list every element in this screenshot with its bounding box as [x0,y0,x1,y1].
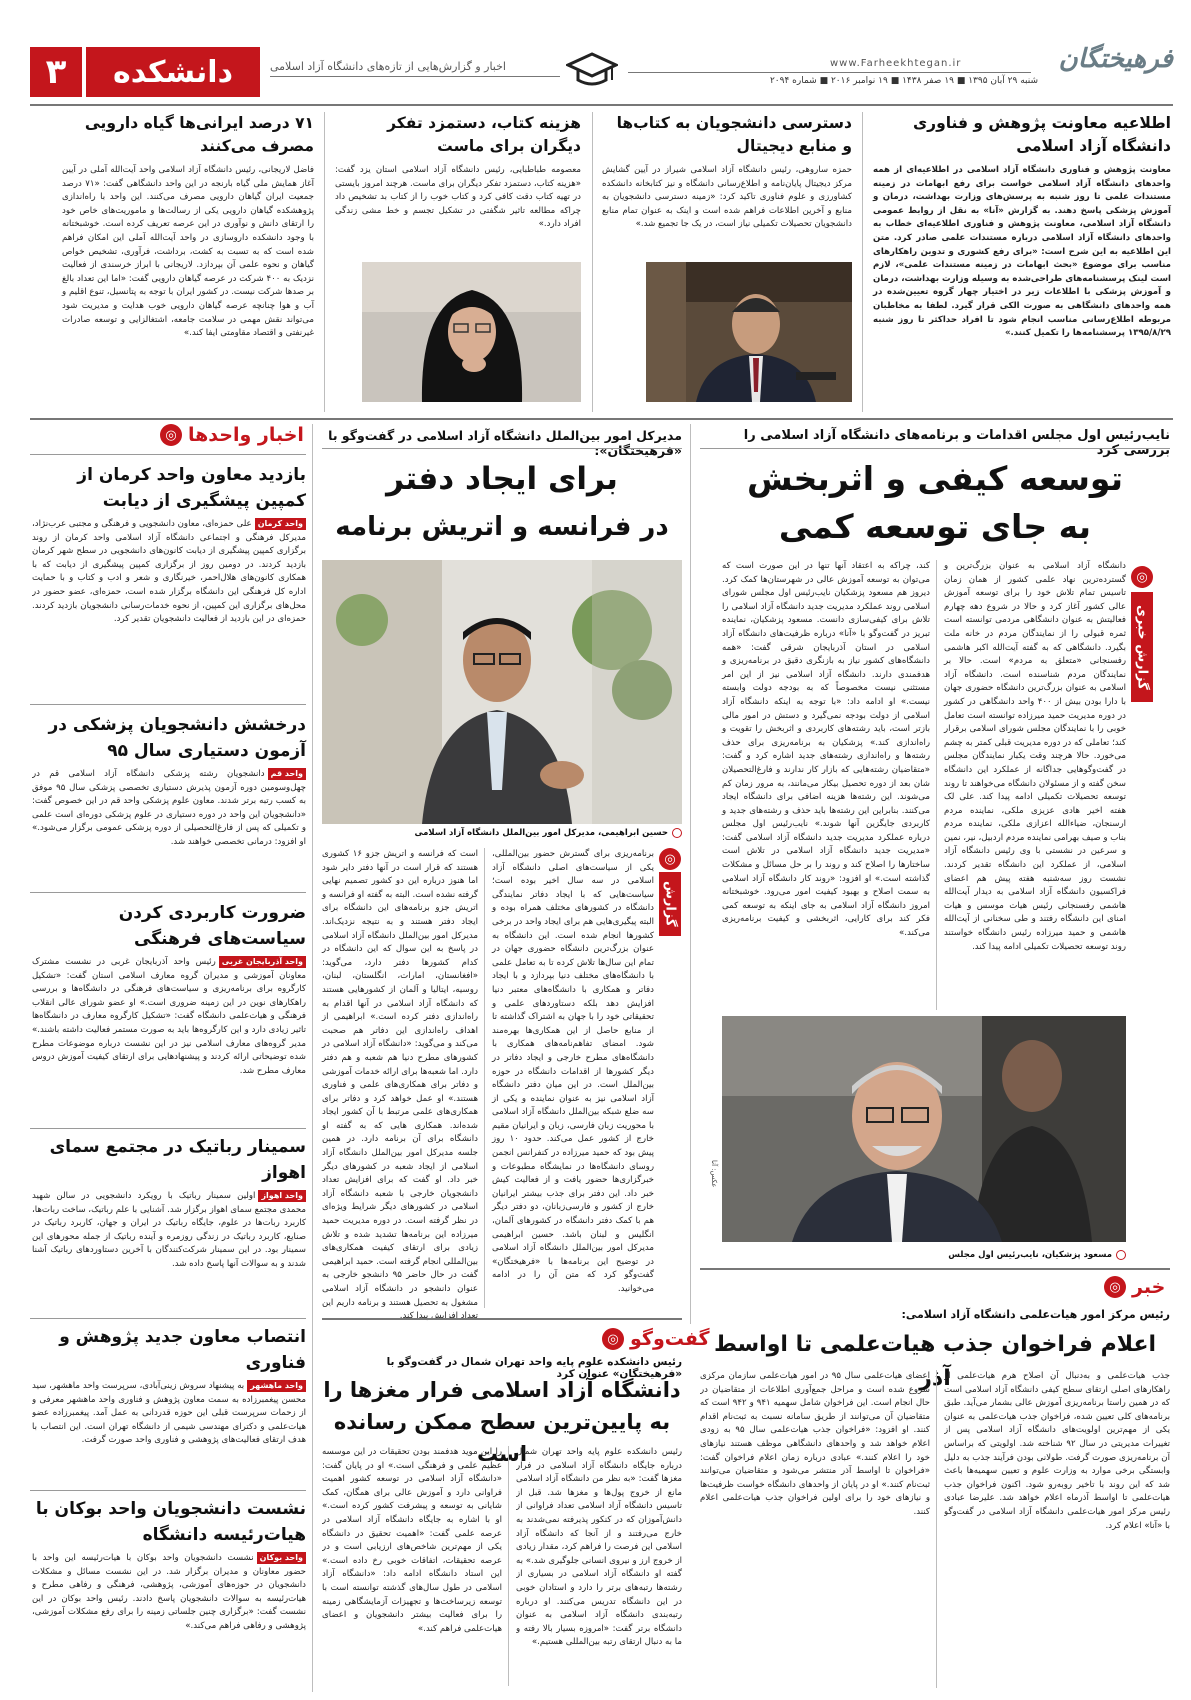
dialog-label [602,1328,710,1350]
top-body: فاضل لاریجانی، رئیس دانشگاه آزاد اسلامی واحد آیت‌الله آملی در آیین آغاز همایش ملی گیاه بارنجه در این واحد دانشگاهی گفت: «۷۱ درصد جمعیت ایران گیاهان دارویی مصرف می‌کنند. این واحد با راه‌اندازی پژوهشکده گیاهان دارویی یکی از رسالت‌ها و ماموریت‌های خاص خود را ارتقای دانش و نوآوری در این عرصه تعریف کرده است. خوشبختانه با وجود دانشکده داروسازی در واحد آیت‌الله آملی این امکان فراهم شده است که به تسبت به کشت، برداشت، فرآوری، تشخیص خواص گیاهان و نحوه علمی آن بپردازد. لاریجانی با ابراز خرسندی از فعالیت نزدیک به ۴۰۰ شرکت در عرصه گیاهان دارویی گفت: «اما این تعداد بالغ بر صدها شرکت نیست. در کشور ایران با توجه به پتانسیل، تنوع اقلیم و آب و هوا چنانچه عرصه گیاهان دارویی خوب هدایت و مدیریت شود می‌تواند نقش مهمی در سلامت جامعه، اشتغالزایی و توسعه صادرات غیرنفتی و اقتصاد مقاومتی ایفا کند.» [62,165,314,339]
section-circle-icon: ◎ [659,848,681,870]
unit-body [32,768,306,850]
interview-title-1: برای ایجاد دفتر [386,461,618,497]
unit-body-text: دانشجویان رشته پزشکی دانشگاه آزاد اسلامی قم در چهل‌وسومین دوره آزمون پذیرش دستیاری تخصصی پزشکی سال ۹۵ موفق به کسب رتبه برتر شدند. معاون علوم پزشکی واحد قم در این خصوص گفت: «دانشجویان این واحد در دوره دستیاری در علوم پزشکی دوره‌ای است علمی و تکمیلی که پس از فارغ‌التحصیلی از دوره پزشکی عمومی برگزار می‌شود.» او افزود: درمانی تخصصی خواهند شد. [32,769,306,847]
issue-line: شنبه ۲۹ آبان ۱۳۹۵ ■ ۱۹ صفر ۱۴۳۸ ■ ۱۹ نوامبر ۲۰۱۶ ■ شماره ۲۰۹۴ [769,76,1038,86]
top-title: دسترسی دانشجویان به کتاب‌ها و منابع دیجیتال [616,114,852,155]
top-title: اطلاعیه معاونت پژوهش و فناوری دانشگاه آزاد اسلامی [912,114,1171,155]
units-label [160,424,304,446]
unit-tag: واحد کرمان [255,518,306,530]
unit-body [32,956,306,1078]
top-body: معاونت پژوهش و فناوری دانشگاه آزاد اسلامی در اطلاعیه‌ای از همه واحدهای دانشگاه آزاد اسلامی خواست برای رفع ابهامات در زمینه مستندات علمی تا روز شنبه به پرسش‌های وزارت بهداشت، درمان و آموزش پزشکی پاسخ دهند. به گزارش «آنا» به نقل از روابط عمومی دانشگاه آزاد اسلامی، معاونت پژوهش و فناوری اطلاعیه‌ای خطاب به واحدهای دانشگاه آزاد اسلامی درباره مستندات علمی صادر کرد. متن این اطلاعیه به این شرح است: «برای رفع کشوری و تدوین راهکارهای مناسب برای موضوع «بحث ابهامات در زمینه مستندات علمی»، لازم است لینک پرسشنامه‌های طراحی‌شده به وسیله وزارت بهداشت، درمان و آموزش پزشکی با اطلاعات زیر در اختیار چهار گروه تعیین‌شده در همه واحدهای دانشگاهی به صورت الکی قرار گیرد. لطفا به مخاطبان مربوطه اطلاع‌رسانی مناسب انجام شود تا افراد حداکثر تا روز شنبه ۱۳۹۵/۸/۲۹ پرسشنامه‌ها را تکمیل کنند.» [873,165,1171,339]
unit-body [32,1552,306,1634]
unit-tag: واحد ماهشهر [247,1380,306,1392]
report-photo-caption [722,1250,1126,1260]
unit-body [32,1190,306,1272]
interview-tab: گزارش [659,872,681,936]
tagline: اخبار و گزارش‌هایی از تازه‌های دانشگاه آزاد اسلامی [270,60,506,73]
news-kicker: رئیس مرکز امور هیات‌علمی دانشگاه آزاد اسلامی: [901,1308,1170,1321]
unit-title: ضرورت کاربردی کردن سیاست‌های فرهنگی [118,903,306,949]
news-title: اعلام فراخوان جذب هیات‌علمی تا اواسط آذر [713,1332,1157,1391]
unit-tag: واحد قم [268,768,306,780]
report-tab: گزارش خبری [1131,592,1153,702]
top-body: معصومه طباطبایی، رئیس دانشگاه آزاد اسلامی استان یزد گفت: «هزینه کتاب، دستمزد تفکر دیگران برای ماست. هرچند امروز بایستی در تهیه کتاب دقت کافی کرد و کتاب خوب را از کتاب بد تشخیص داد چراکه مطالعه تاثیر شگفتی در تشکیل تجسم و خط مشی زندگی افراد دارد.» [335,165,581,230]
unit-title: نشست دانشجویان واحد بوکان با هیات‌رئیسه دانشگاه [35,1499,306,1545]
unit-title: بازدید معاون واحد کرمان از کمپین پیشگیری از دیابت [77,465,306,511]
dialog-title-1: دانشگاه آزاد اسلامی فرار مغزها را [323,1378,681,1402]
news-col-right: جذب هیات‌علمی و به‌دنبال آن اصلاح هرم هیات‌علمی از راهکارهای اصلی ارتقای سطح کیفی دانشگاه آزاد اسلامی است که در همین راستا برنامه‌ریزی آموزش عالی بشمار می‌آید. طبق برنامه‌های کلی تعیین شده، فراخوان جذب هیات‌علمی به عنوان یکی از مهم‌ترین اولویت‌های دانشگاه آزاد اسلامی پس از تغییرات مدیریتی در سال ۹۲ شناخته شد. اولویتی که براساس آن برنامه‌ریزی صورت گرفت. طولانی بودن فرآیند جذب به دلیل وابستگی برخی موارد به وزارت علوم و تعیین سهمیه‌ها باعث شد که این روند با تاخیر روبه‌رو شود. اکنون فراخوان جذب هیات‌علمی تا اواسط آذرماه اعلام خواهد شد. علیرضا عبادی رئیس مرکز امور هیات‌علمی دانشگاه آزاد اسلامی در گفت‌وگو با «آنا» اعلام کرد. [944,1371,1170,1531]
unit-title: درخشش دانشجویان پزشکی در آزمون دستیاری سال ۹۵ [48,715,306,761]
section-circle-icon: ◎ [1104,1276,1126,1298]
camera-icon [672,828,682,838]
dialog-col-left: را این موید هدفمند بودن تحقیقات در این موسسه عظیم علمی و فرهنگی است.» او در پایان گفت: «دانشگاه آزاد اسلامی در توسعه کشور اهمیت فراوانی دارد و آموزش عالی برای همگان، کمک شایانی به توسعه و پیشرفت کشور کرده است.» او با اشاره به جایگاه دانشگاه آزاد اسلامی در عرصه علمی گفت: «اهمیت تحقیق در دانشگاه یکی از مهم‌ترین شاخص‌های ارزیابی است و در عرصه تحقیقات، اتفاقات خوبی رخ داده است.» این استاد دانشگاه ادامه داد: «دانشگاه آزاد اسلامی در طول سال‌های گذشته توانسته است با توسعه زیرساخت‌ها و تجهیزات آزمایشگاهی زمینه را برای فعالیت بیشتر دانشجویان و اعضای هیات‌علمی فراهم کند.» [322,1447,502,1634]
interview-col-left: است که فرانسه و اتریش جزو ۱۶ کشوری هستند که قرار است در آنها دفتر دایر شود اما هنوز درباره این دو کشور تصمیم نهایی گرفته نشده است. البته به گفته او فرانسه و اتریش جزو برنامه‌های این دانشگاه برای ایجاد دفتر هستند و به نتیجه نزدیک‌اند. مدیرکل امور بین‌الملل دانشگاه آزاد اسلامی در پاسخ به این سوال که این دانشگاه در کدام کشورها دفتر دارد، می‌گوید: «افغانستان، امارات، انگلستان، لبنان، روسیه، ایتالیا و آلمان از کشورهایی هستند که دانشگاه آزاد اسلامی در آنها اقدام به راه‌اندازی دفتر کرده است.» ابراهیمی از اهداف راه‌اندازی این دفاتر هم صحبت می‌کند و می‌گوید: «دانشگاه آزاد اسلامی در کشورهای مطرح دنیا هم شعبه و هم دفتر دارد. اما شعبه‌ها برای ارائه خدمات آموزشی و دفاتر برای همکاری‌های علمی و فناوری هستند.» او عمل خواهد کرد و دفاتر برای همکاری‌های علمی مرتبط با آن کشور ایجاد شده‌اند. همکاری هایی که به گفته او دانشگاه برای آن برنامه دارد. در همین جلسه مدیرکل امور بین‌الملل دانشگاه آزاد اسلامی از ایجاد شعبه در کشورهای دیگر خبر داد. او گفت که برای افزایش تعداد دانشجویان خارجی با شعبه دانشگاه آزاد اسلامی در کشورهای دیگر شرایط ویژه‌ای در نظر گرفته است. در دوره مدیریت حمید میرزاده این برنامه‌ها تشدید شده و تلاش زیادی برای ارتقای کیفیت همکاری‌های بین‌المللی انجام گرفته است. حمید ابراهیمی گفت در حال حاضر ۹۵ دانشجو خارجی به عنوان دانشجو در دانشگاه آزاد اسلامی مشغول به تحصیل هستند و برنامه داریم این تعداد افزایش پیدا کند. [322,849,478,1322]
caption-text: مسعود پزشکیان، نایب‌رئیس اول مجلس [948,1250,1112,1260]
section-circle-icon: ◎ [602,1328,624,1350]
top-title: هزینه کتاب، دستمزد تفکر دیگران برای ماست [387,114,581,155]
site-url: www.Farheekhtegan.ir [830,58,962,69]
report-title-1: توسعه کیفی و اثربخش [746,459,1123,498]
unit-body [32,518,306,627]
news-label [1104,1276,1165,1298]
dialog-label-text: گفت‌وگو [630,1328,710,1350]
unit-news-2 [32,712,306,850]
interview-photo-caption [322,828,682,838]
camera-icon [1116,1250,1126,1260]
interview-col-right: برنامه‌ریزی برای گسترش حضور بین‌المللی، یکی از سیاست‌های اصلی دانشگاه آزاد اسلامی در سه سال اخیر بوده است؛ سیاست‌هایی که با ایجاد دفاتر نمایندگی دانشگاه در کشورهای مختلف همراه بوده و البته پیگیری‌هایی هم برای ایجاد واحد در برخی کشورها انجام شده است. این دانشگاه به عنوان بزرگ‌ترین دانشگاه حضوری جهان در تمام این سال‌ها تلاش کرده تا به تعامل علمی با دانشگاه‌های مختلف دنیا بپردازد و با ایجاد دفاتر و همکاری با دانشگاه‌های معتبر دنیا افزایش دهد بلکه دستاوردهای علمی و تحقیقاتی خود را با جهان به اشتراک گذاشته تا از منابع حاصل از این همکاری‌ها بهره‌مند شود. امضای تفاهم‌نامه‌های همکاری با دانشگاه‌های مطرح خارجی و ایجاد دفاتر در دیگر کشورها از اقدامات دانشگاه در حوزه بین‌الملل است. در این میان دفتر دانشگاه آزاد اسلامی نیز به عنوان نماینده و یکی از سه ضلع شبکه بین‌الملل دانشگاه آزاد اسلامی با محوریت زبان فارسی، زبان و ایرانیان مقیم خارج از کشور عمل می‌کند. حدود ۱۰ روز پیش بود که حمید میرزاده در کنفرانس انجمن روسای دانشگاه‌ها در نمایشگاه مطبوعات و خبرگزاری‌ها حضور یافت و از فعالیت کیش خبر داد. این دفتر برای جذب بیشتر ایرانیان خارج از کشور و فارسی‌زبانان، دو دفتر دیگر هم با کمک دفتر دانشگاه در کشورهای آلمان، انگلیس و لبنان باشد. حسین ابراهیمی مدیرکل امور بین‌الملل دانشگاه آزاد اسلامی در توضیح این برنامه‌ها با «فرهیختگان» گفت‌وگو کرد که متن آن را در ادامه می‌خوانید. [492,849,654,1294]
unit-title: سمینار رباتیک در مجتمع سمای اهواز [49,1137,306,1183]
unit-news-6 [32,1496,306,1634]
unit-title: انتصاب معاون جدید پژوهش و فناوری [59,1327,306,1373]
unit-tag: واحد آذربایجان غربی [219,956,306,968]
unit-body-text: رئیس واحد آذربایجان غربی در نشست مشترک معاونان آموزشی و مدیران گروه معارف اسلامی استان گفت: «تشکیل کارگروه برای برنامه‌ریزی و سیاست‌های فرهنگی در دانشگاه‌ها و بررسی راهکارهای نوین در این زمینه ضروری است.» او عضو شورای عالی انقلاب فرهنگی و هیات‌علمی دانشگاه گفت: «تشکیل کارگروه معارف در دانشگاه‌ها تاثیر زیادی دارد و این کارگروه‌ها باید به صورت مستمر فعالیت داشته باشند.» مدیر گروه‌های معارف اسلامی نیز در این نشست درباره موضوعات مطرح شده توضیحاتی ارائه کردند و پیشنهادهایی برای ارتقای کیفیت آموزش دروس معارف مطرح شد. [32,957,306,1076]
news-label-text: خبر [1132,1276,1166,1298]
news-col-left: اعضای هیات‌علمی سال ۹۵ در امور هیات‌علمی سازمان مرکزی شروع شده است و مراحل جمع‌آوری اطلاعات از متقاضیان در حال انجام است. این فراخوان شامل سهمیه ۹۴۱ و ۹۴۲ است که متقاضیان آن می‌توانند از طریق سامانه نسبت به ثبت‌نام اقدام کنند. او افزود: «فراخوان جذب هیات‌علمی سال ۹۵ به زودی اعلام خواهد شد و واحدهای دانشگاهی موظف هستند نیازهای خود را اعلام کنند.» عبادی درباره زمان اعلام فراخوان گفت: «فراخوان تا اواسط آذر منتشر می‌شود و متقاضیان می‌توانند ثبت‌نام کنند.» او در پایان از واحدهای دانشگاه خواست ظرفیت‌ها و نیازهای خود را برای اولین فراخوان جذب هیات‌علمی اعلام کنند. [700,1371,930,1517]
photo-shiraz-head [646,262,852,402]
report-col-2: کند، چراکه به اعتقاد آنها تنها در این صورت است که می‌توان به توسعه آموزش عالی در شهرستان‌ها کمک کرد. دیروز هم مسعود پزشکیان نایب‌رئیس اول مجلس شورای اسلامی روند عملکرد مدیریت جدید دانشگاه آزاد اسلامی را تلاش برای کیفی‌سازی دانست. مسعود پزشکیان، نماینده تبریز در گفت‌وگو با «آنا» درباره ظرفیت‌های دانشگاه آزاد اسلامی در استان آذربایجان شرقی گفت: «همه دانشگاه‌های کشور نیاز به بازنگری دقیق در برنامه‌ریزی و هدفمندی دارند. دانشگاه آزاد اسلامی نیز از این امر مستثنی نیست مخصوصاً که به بودجه دولت وابسته نیست.» او ادامه داد: «با توجه به اینکه دانشگاه آزاد اسلامی از دولت بودجه نمی‌گیرد و دستش در امور مالی بازتر است، باید رشته‌های کاربردی و اثربخش را تقویت و راه‌اندازی کند.» پزشکیان به برنامه‌ریزی برای حذف رشته‌ها و راه‌اندازی رشته‌های جدید اشاره کرد و گفت: «متقاضیان رشته‌هایی که بازار کار ندارند و فارغ‌التحصیلان شان بعد از دوره تحصیل بیکار می‌مانند، به مرور زمان کم می‌شوند. این رشته‌ها هزینه اضافی برای دانشگاه ایجاد می‌کنند. بنابراین این رشته‌ها باید حذف و رشته‌های جدید و کاربردی جایگزین آنها شوند.» نایب‌رئیس اول مجلس درباره عملکرد مدیریت جدید دانشگاه آزاد اسلامی گفت: «مدیریت جدید دانشگاه آزاد اسلامی در تلاش است ساختارها را اصلاح کند و روند را بر حل مسائل و مشکلات گذاشته است.» او افزود: «روند کار دانشگاه آزاد اسلامی به سمت اصلاح و بهبود کیفیت امور می‌رود. خوشبختانه امروز دانشگاه آزاد اسلامی به جای اینکه به توسعه کمی فکر کند برای کارایی، اثربخشی و کیفیت برنامه‌ریزی می‌کند.» [722,561,930,939]
unit-body [32,1380,306,1448]
section-circle-icon: ◎ [1131,566,1153,588]
top-story-3 [335,112,581,232]
brand-logo: فرهیختگان [1058,44,1173,74]
top-body: حمزه ساروهی، رئیس دانشگاه آزاد اسلامی شیراز در آیین گشایش مرکز دیجیتال پایان‌نامه و اطلاع‌رسانی دانشگاه و نیز کتابخانه دانشکده کشاورزی و علوم فناوری تاکید کرد: «زمینه دسترسی دانشجویان به منابع و آخرین اطلاعات فراهم شده است و اینک به عنوان تمام منابع دانشجویان تحصیلات تکمیلی نیاز است، در یک جا تجمیع شد.» [602,165,852,230]
section-logo [30,47,260,97]
dialog-col-right: رئیس دانشکده علوم پایه واحد تهران شمال درباره جایگاه دانشگاه آزاد اسلامی در فرار مغزها گفت: «به نظر من دانشگاه آزاد اسلامی مانع از خروج پول‌ها و مغزها شد. قبل از تاسیس دانشگاه آزاد اسلامی تعداد فراوانی از دانش‌آموزان که در کنکور پذیرفته نمی‌شدند به خارج می‌رفتند و از آنجا که دانشگاه آزاد اسلامی این فرصت را فراهم کرد، مقدار زیادی از خروج ارز و نیروی انسانی جلوگیری شد.» به گفته او دانشگاه آزاد اسلامی در بسیاری از رشته‌ها رتبه‌های برتر را دارد و استادان خوبی در این دانشگاه تدریس می‌کنند. او درباره رتبه‌بندی دانشگاه آزاد اسلامی به عنوان دانشگاه برتر گفت: «امروزه بسیار بالا رفته و ما به دنبال ارتقای رتبه بین‌المللی هستیم.» [516,1447,682,1648]
unit-news-3 [32,900,306,1078]
section-circle-icon: ◎ [160,424,182,446]
photo-yazd-head [362,262,581,402]
unit-news-5 [32,1324,306,1448]
top-story-1 [873,112,1171,341]
top-story-4 [62,112,314,341]
unit-body-text: علی حمزه‌ای، معاون دانشجویی و فرهنگی و مجتبی عرب‌نژاد، مدیرکل فرهنگی و اجتماعی دانشگاه آزاد اسلامی واحد کرمان از روند برگزاری کمپین پیشگیری از دیابت کانون‌های دانشجویی در سطح شهر کرمان بازدید کردند. در دومین روز از برگزاری کمپین پیشگیری از دیابت که با همکاری کانون‌های هلال‌احمر، خیرنگاری و شعر و ادب و کتاب و با حمایت اداره کل فرهنگی این دانشگاه برگزار شده است، حمزه‌ای، عضو حضور در محل‌های برگزاری این کمپین، از نحوه خدمات‌رسانی دانشجویان بازدید کردند. حمزه‌ای در این بازدید از فعالیت دانشجویان تقدیر کرد. [32,519,306,625]
interview-kicker: مدیرکل امور بین‌الملل دانشگاه آزاد اسلامی در گفت‌وگو با «فرهیختگان»: [328,428,682,458]
section-number: ۳ [30,47,82,97]
unit-tag: واحد بوکان [257,1552,306,1564]
unit-news-4 [32,1134,306,1272]
dialog-kicker: رئیس دانشکده علوم پایه واحد تهران شمال در گفت‌وگو با «فرهیختگان» عنوان کرد [386,1356,682,1380]
photo-ebrahimi [322,560,682,824]
unit-news-1 [32,462,306,627]
top-title: ۷۱ درصد ایرانی‌ها گیاه دارویی مصرف می‌کنند [84,114,314,155]
photo-credit: عکس: آنا [710,1160,718,1188]
unit-body-text: نشست دانشجویان واحد بوکان با هیات‌رئیسه این واحد با حضور معاونان و مدیران برگزار شد. در این نشست مسائل و مشکلات دانشجویان در حوزه‌های آموزشی، پژوهشی، فرهنگی و رفاهی مطرح و هیات‌رئیسه به سوالات دانشجویان پاسخ دادند. رئیس واحد بوکان در این نشست گفت: «برگزاری چنین جلساتی زمینه را برای رفع مشکلات آموزشی، پژوهشی و رفاهی فراهم می‌کند.» [32,1553,306,1631]
report-col-1: دانشگاه آزاد اسلامی به عنوان بزرگ‌ترین و گسترده‌ترین نهاد علمی کشور از همان زمان تاسیس تمام تلاش خود را برای توسعه آموزش عالی کشور آغاز کرد و حالا در شروع دهه چهارم فعالیتش به عنوان دانشگاهی مردمی توانسته است ثمره قبولی را از نمایندگان مردم در خانه ملت بگیرد. دانشگاهی که به گفته آیت‌الله اکبر هاشمی رفسنجانی «متعلق به مردم» است. حالا بر نمایندگان مردم شناسنده است. دانشگاه آزاد اسلامی به عنوان بزرگ‌ترین دانشگاه حضوری جهان با دارا بودن بیش از ۴۰۰ واحد دانشگاهی در کشور در دوره مدیریت حمید میرزاده توانسته است تعامل خوبی را با نمایندگان مجلس شورای اسلامی برقرار کند؛ تعاملی که در دوره مدیریت قبلی کمتر به چشم می‌خورد. حالا هرچند وقت یکبار نمایندگان مجلس در گفت‌وگوهایی جداگانه از عملکرد این دانشگاه سخن گفته و از مسئولان دانشگاه می‌خواهند تا روند توسعه تحصیلات تکمیلی ادامه پیدا کند. علی لک هفته اخیر هادی عزیزی ملکی، نماینده مردم ارسنجان، ضیاءالله اعزازی ملکی، نماینده مردم بناب و صیف بهرامی نماینده مردم اردبیل، نیر، نمین و سرعین در نشستی با وی رئیس دانشگاه آزاد اسلامی، از عملکرد این دانشگاه تقدیر کردند. نشست روز سه‌شنبه هفته پیش هم اعضای فراکسیون دانشگاه آزاد اسلامی به دیدار آیت‌الله هاشمی رفسنجانی رئیس هیات موسس و هیات امنای این دانشگاه رفتند و طی سخنانی از آیت‌الله هاشمی و حمید میرزاده رئیس دانشگاه خواستند روند توسعه تحصیلات تکمیلی ادامه پیدا کند. [944,561,1126,952]
interview-title-2: در فرانسه و اتریش برنامه [335,512,669,542]
dialog-title-2: به پایین‌ترین سطح ممکن رسانده است [333,1410,671,1466]
unit-body-text: اولین سمینار رباتیک با رویکرد دانشجویی در سالن شهید محمدی مجتمع سمای اهواز برگزار شد. آشنایی با علم رباتیک، ساخت ربات‌ها، کاربرد ربات‌ها در علوم، جایگاه رباتیک در ایران و جهان، کاربرد رباتیک در صنایع، کاربرد رباتیک در زندگی روزمره و آینده رباتیک از جمله محورهای این سمینار بود. در این سمینار شرکت‌کنندگان با آخرین دستاوردهای رباتیک آشنا شدند و به سوالات آنها پاسخ داده شد. [32,1191,306,1269]
caption-text: حسین ابراهیمی، مدیرکل امور بین‌الملل دانشگاه آزاد اسلامی [414,828,668,838]
unit-body-text: به پیشنهاد سروش زینی‌آبادی، سرپرست واحد ماهشهر، سید محسن پیغمبرزاده به سمت معاون پژوهش و فناوری واحد ماهشهر معرفی و از زحمات سرپرست قبلی این حوزه قدردانی به عمل آمد. پیغمبرزاده عضو هیات‌علمی و دکترای مهندسی شیمی از دانشگاه تهران است. این انتصاب با هدف ارتقای فعالیت‌های پژوهشی و فناوری واحد صورت گرفت. [32,1381,306,1446]
top-story-2 [602,112,852,232]
report-kicker: نایب‌رئیس اول مجلس اقدامات و برنامه‌های دانشگاه آزاد اسلامی را بررسی کرد [743,428,1170,458]
photo-pezeshkian [722,1016,1126,1242]
units-label-text: اخبار واحدها [188,424,304,446]
report-title-2: به جای توسعه کمی [778,507,1092,546]
unit-tag: واحد اهواز [258,1190,306,1202]
graduation-cap-icon [566,50,618,88]
section-name: دانشکده [86,47,260,97]
